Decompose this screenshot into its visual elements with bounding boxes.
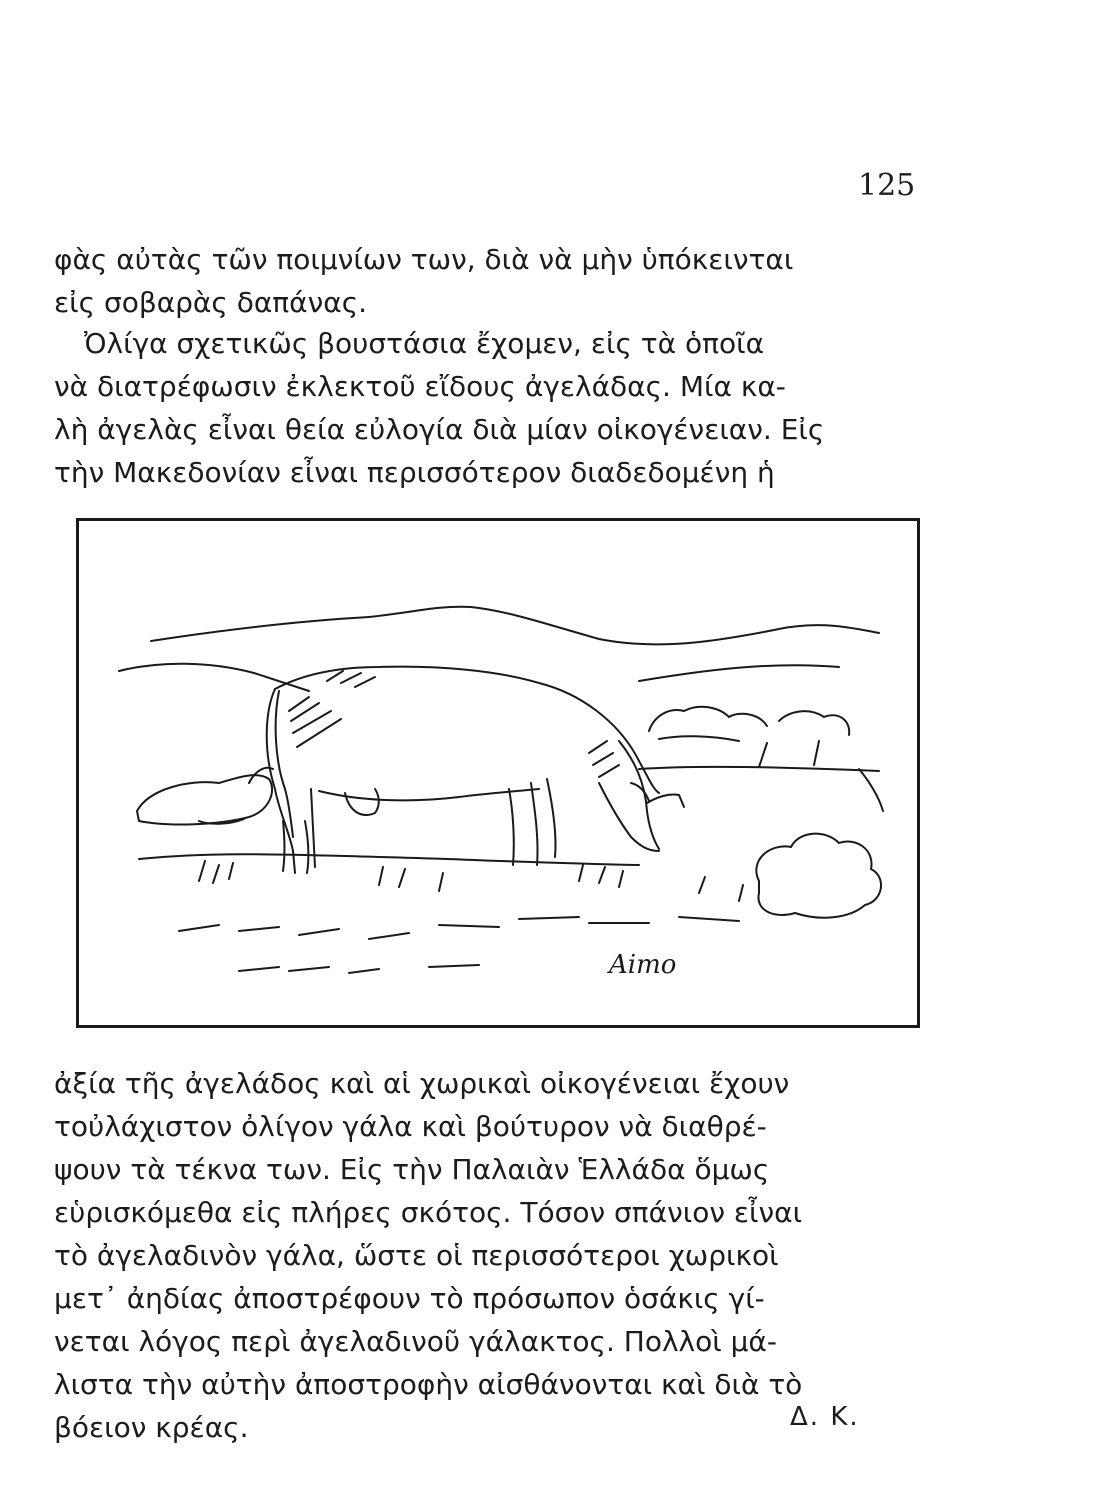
illustration-frame	[76, 518, 920, 1028]
page-number: 125	[858, 168, 916, 203]
text-line: μετ᾽ ἀηδίας ἀποστρέφουν τὸ πρόσωπον ὁσάκις γί-	[54, 1282, 765, 1315]
author-initials: Δ. Κ.	[790, 1402, 860, 1432]
text-line: Ὀλίγα σχετικῶς βουστάσια ἔχομεν, εἰς τὰ ὁποῖα	[84, 327, 765, 360]
text-line: λὴ ἀγελὰς εἶναι θεία εὐλογία διὰ μίαν οἰκογένειαν. Εἰς	[54, 413, 825, 446]
paragraph-3	[54, 1062, 944, 1449]
text-line: τοὐλάχιστον ὀλίγον γάλα καὶ βούτυρον νὰ διαθρέ-	[54, 1110, 767, 1143]
text-line: εἰς σοβαρὰς δαπάνας.	[54, 286, 368, 319]
text-line: τὴν Μακεδονίαν εἶναι περισσότερον διαδεδομένη ἡ	[54, 456, 775, 489]
text-line: νὰ διατρέφωσιν ἐκλεκτοῦ εἴδους ἀγελάδας. Μία κα-	[54, 370, 786, 403]
text-line: τὸ ἀγελαδινὸν γάλα, ὥστε οἱ περισσότεροι χωρικοὶ	[54, 1239, 779, 1272]
text-line: ἀξία τῆς ἀγελάδος καὶ αἱ χωρικαὶ οἰκογένειαι ἔχουν	[54, 1067, 790, 1100]
text-line: βόειον κρέας.	[54, 1411, 249, 1444]
paragraph-2	[54, 322, 944, 494]
text-line: εὑρισκόμεθα εἰς πλήρες σκότος. Τόσον σπάνιον εἶναι	[54, 1196, 803, 1229]
text-line: νεται λόγος περὶ ἀγελαδινοῦ γάλακτος. Πολλοὶ μά-	[54, 1325, 777, 1358]
artist-signature: Aimo	[609, 950, 677, 980]
grazing-cow-illustration-icon	[79, 521, 917, 1025]
text-line: λιστα τὴν αὐτὴν ἀποστροφὴν αἰσθάνονται καὶ διὰ τὸ	[54, 1368, 803, 1401]
text-line: ψουν τὰ τέκνα των. Εἰς τὴν Παλαιὰν Ἑλλάδα ὅμως	[54, 1153, 770, 1186]
text-line: φὰς αὐτὰς τῶν ποιμνίων των, διὰ νὰ μὴν ὑπόκεινται	[54, 243, 794, 276]
paragraph-1	[54, 238, 944, 324]
